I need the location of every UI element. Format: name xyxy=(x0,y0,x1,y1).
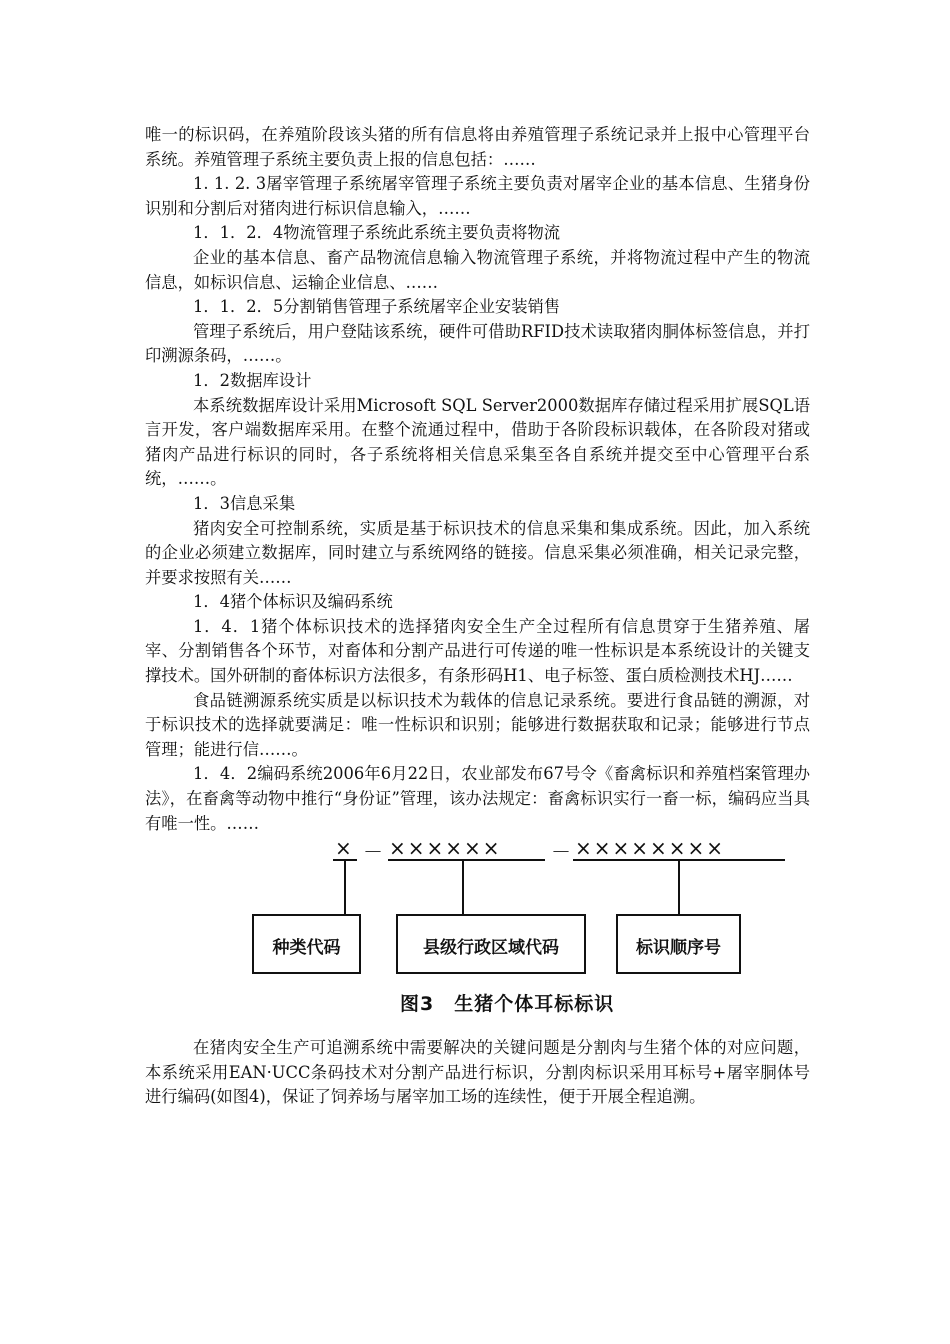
paragraph: 1．1．2．5分割销售管理子系统屠宰企业安装销售 xyxy=(193,297,561,317)
paragraph: 管理子系统后，用户登陆该系统，硬件可借助RFID技术读取猪肉胴体标签信息，并打印溯源条码，……。 xyxy=(145,321,810,366)
paragraph: 1．1．2．4物流管理子系统此系统主要负责将物流 xyxy=(193,223,561,243)
paragraph: 唯一的标识码，在养殖阶段该头猪的所有信息将由养殖管理子系统记录并上报中心管理平台系统。养殖管理子系统主要负责上报的信息包括：…… xyxy=(145,125,810,169)
paragraph: 在猪肉安全生产可追溯系统中需要解决的关键问题是分割肉与生猪个体的对应问题，本系统采用EAN·UCC条码技术对分割产品进行标识，分割肉标识采用耳标号+屠宰胴体号进行编码(如图4)，保证了饲养场与屠宰加工场的连续性，便于开展全程追溯。 xyxy=(145,1038,810,1107)
code-part-region: ×××××× xyxy=(389,836,502,861)
paragraph: 1．3信息采集 xyxy=(193,493,296,513)
figure-caption: 图3 生猪个体耳标标识 xyxy=(400,993,615,1016)
paragraph: 本系统数据库设计采用Microsoft SQL Server2000数据库存储过程采用扩展SQL语言开发，客户端数据库采用。在整个流通过程中，借助于各阶段标识载体，在各阶段对猪或猪肉产品进行标识的同时，各子系统将相关信息采集至各自系统并提交至中心管理平台系统，……。 xyxy=(145,395,810,489)
code-part-species: × xyxy=(335,836,354,861)
box-species-code: 种类代码 xyxy=(272,938,341,959)
body-text-before-figure xyxy=(145,123,810,836)
box-sequence-number: 标识顺序号 xyxy=(636,938,721,959)
code-dash-2: － xyxy=(551,840,573,865)
box-region-code: 县级行政区域代码 xyxy=(423,938,559,959)
paragraph: 1．4猪个体标识及编码系统 xyxy=(193,592,393,612)
paragraph: 食品链溯源系统实质是以标识技术为载体的信息记录系统。要进行食品链的溯源，对于标识技术的选择就要满足：唯一性标识和识别；能够进行数据获取和记录；能够进行节点管理；能进行信……。 xyxy=(145,690,810,759)
code-dash-1: － xyxy=(363,840,385,865)
code-part-sequence: ×××××××× xyxy=(575,836,726,861)
paragraph: 1．4．2编码系统2006年6月22日，农业部发布67号令《畜禽标识和养殖档案管理办法》，在畜禽等动物中推行“身份证”管理，该办法规定：畜禽标识实行一畜一标，编码应当具有唯一性。…… xyxy=(145,764,810,833)
body-text-after-figure xyxy=(145,1036,810,1110)
paragraph: 1．4．1猪个体标识技术的选择猪肉安全生产全过程所有信息贯穿于生猪养殖、屠宰、分割销售各个环节，对畜体和分割产品进行可传递的唯一性标识是本系统设计的关键支撑技术。国外研制的畜体标识方法很多，有条形码H1、电子标签、蛋白质检测技术HJ…… xyxy=(145,616,810,686)
paragraph: 猪肉安全可控制系统，实质是基于标识技术的信息采集和集成系统。因此，加入系统的企业必须建立数据库，同时建立与系统网络的链接。信息采集必须准确，相关记录完整，并要求按照有关…… xyxy=(145,518,810,587)
document-page xyxy=(145,123,810,1110)
paragraph: 企业的基本信息、畜产品物流信息输入物流管理子系统，并将物流过程中产生的物流信息，如标识信息、运输企业信息、…… xyxy=(145,247,810,292)
figure-ear-tag-code xyxy=(145,836,810,1028)
paragraph: 1. 1. 2. 3屠宰管理子系统屠宰管理子系统主要负责对屠宰企业的基本信息、生猪身份识别和分割后对猪肉进行标识信息输入，…… xyxy=(145,174,810,218)
paragraph: 1．2数据库设计 xyxy=(193,370,312,390)
